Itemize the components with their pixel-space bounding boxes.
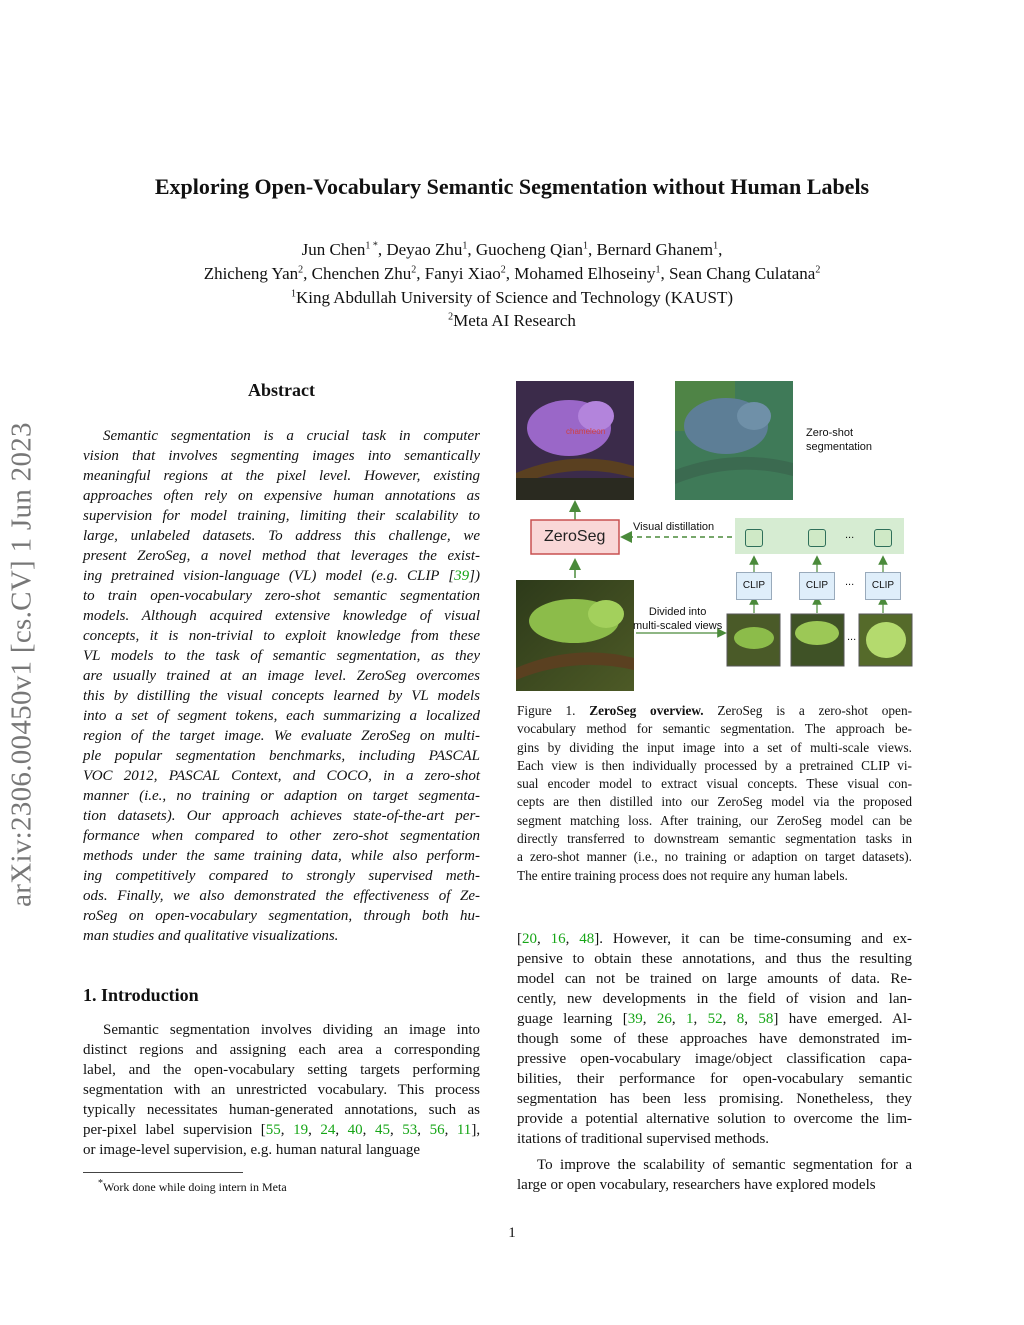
author-name: , Fanyi Xiao [416, 264, 501, 283]
citation-link[interactable]: 11 [456, 1122, 472, 1138]
footnote: *Work done while doing intern in Meta [98, 1178, 287, 1194]
text-line: sual encoder model to extract visual concepts. These visual con- [517, 776, 912, 792]
text-line: per-pixel label supervision [55, 19, 24, 40, 45, 53, 56, 11], [83, 1122, 481, 1138]
citation-link[interactable]: 48 [579, 931, 595, 947]
right-column-body [517, 929, 912, 1195]
text-line: pressive open-vocabulary image/object classification capa- [517, 1051, 912, 1067]
citation-link[interactable]: 19 [293, 1122, 309, 1138]
citation-link[interactable]: 56 [429, 1122, 445, 1138]
affiliation-mark: 1 [583, 240, 589, 252]
text-line: gins by dividing the input image into a set of multi-scale views. [517, 739, 912, 755]
affiliation-mark: 1 * [365, 240, 378, 252]
figure-1 [514, 378, 914, 694]
citation-link[interactable]: 20 [522, 931, 537, 947]
affiliation-1: $^1$King Abdullah University of Science and Technology (KAUST) [290, 288, 734, 307]
view-ellipsis: ... [847, 631, 857, 643]
text-line: ing competitively compared to strongly supervised meth- [83, 868, 480, 884]
text-line: though some of these approaches have demonstrated im- [517, 1031, 912, 1047]
text-line: roSeg on open-vocabulary segmentation, through both hu- [83, 908, 480, 924]
text-line: approaches often rely on expensive human annotations as [83, 488, 480, 504]
text-line: man studies and qualitative visualizations. [83, 928, 339, 944]
citation-link[interactable]: 52 [707, 1011, 723, 1027]
citation-link[interactable]: 39 [454, 568, 470, 584]
author-name: , Sean Chang Culatana [660, 264, 816, 283]
text-line: directly transferred to downstream semantic segmentation tasks in [517, 831, 912, 847]
citation-link[interactable]: 55 [265, 1122, 281, 1138]
author-line-2 [0, 264, 1024, 284]
text-line: segmentation has been less promising. Nonetheless, they [517, 1091, 912, 1107]
text-line: or image-level supervision, e.g. human natural language [83, 1142, 420, 1158]
paper-title: Exploring Open-Vocabulary Semantic Segmentation without Human Labels [154, 174, 870, 199]
text-line: region of the target image. We evaluate ZeroSeg on multi- [83, 728, 480, 744]
citation-link[interactable]: 8 [736, 1011, 745, 1027]
author-name: , Guocheng Qian [467, 240, 584, 259]
citation-link[interactable]: 40 [347, 1122, 363, 1138]
text-line: formance when compared to other zero-shot segmentation [83, 828, 480, 844]
text-line: supervision for model training, limiting their scalability to [83, 508, 480, 524]
text-line: pensive to obtain these annotations, and thus the resulting [517, 951, 912, 967]
affiliation-mark: 1 [655, 264, 661, 276]
affiliation-2: $^2$Meta AI Research [448, 311, 576, 330]
text-line: are usually trained at an image level. ZeroSeg overcomes [83, 668, 480, 684]
affiliation-mark: 2 [298, 264, 304, 276]
affiliation-mark: 1 [713, 240, 719, 252]
divided-label: Divided into multi-scaled views [633, 606, 723, 632]
citation-link[interactable]: 58 [758, 1011, 774, 1027]
text-line: VOC 2012, PASCAL Context, and COCO, in a zero-shot [83, 768, 480, 784]
visual-distillation-label: Visual distillation [633, 521, 715, 533]
text-line: manner (i.e., no training or adaption on target segmenta- [83, 788, 480, 804]
clip-ellipsis: ... [845, 576, 855, 588]
author-name: Zhicheng Yan [203, 264, 299, 283]
affiliation-mark: 1 [462, 240, 468, 252]
clip-encoder-3: CLIP [865, 572, 901, 600]
section-heading-introduction: 1. Introduction [83, 985, 199, 1005]
citation-link[interactable]: 53 [402, 1122, 418, 1138]
text-line: The entire training process does not require any human labels. [517, 867, 848, 883]
zero-shot-image [675, 381, 793, 500]
author-line-1 [0, 240, 1024, 260]
author-name: Jun Chen [301, 240, 366, 259]
citation-link[interactable]: 24 [320, 1122, 336, 1138]
citation-link[interactable]: 45 [374, 1122, 390, 1138]
author-name: , Bernard Ghanem [588, 240, 714, 259]
citation-link[interactable]: 1 [685, 1011, 694, 1027]
affiliation-mark: 2 [815, 264, 821, 276]
citation-link[interactable]: 39 [627, 1011, 643, 1027]
affiliation-mark: 2 [500, 264, 506, 276]
chameleon-label: chameleon [566, 427, 606, 436]
text-line: ple popular segmentation benchmarks, including PASCAL [83, 748, 480, 764]
abstract-body [83, 426, 480, 946]
text-line: into a set of segment tokens, each summarizing a localized [83, 708, 480, 724]
zero-shot-label: Zero-shot segmentation [806, 427, 873, 453]
text-line: segment matching loss. After training, our ZeroSeg model can be [517, 812, 912, 828]
text-line: distinct regions and assigning each area a corresponding [83, 1042, 480, 1058]
zeroseg-label: ZeroSeg [544, 528, 606, 545]
text-line: large, unlabeled datasets. To address this challenge, we [83, 528, 480, 544]
text-line: provide a potential alternative solution to overcome the lim- [517, 1111, 912, 1127]
text-line: Semantic segmentation involves dividing an image into [103, 1022, 480, 1038]
segment-token-3 [874, 529, 892, 547]
abstract-heading: Abstract [248, 380, 315, 400]
author-name: , [718, 240, 723, 259]
text-line: bilities, their performance for open-vocabulary semantic [517, 1071, 912, 1087]
text-line: large or open vocabulary, researchers have explored models [517, 1177, 876, 1193]
text-line: guage learning [39, 26, 1, 52, 8, 58] have emerged. Al- [517, 1011, 913, 1027]
text-line: this by distilling the visual concepts learned by VL models [83, 688, 480, 704]
clip-encoder-1: CLIP [736, 572, 772, 600]
text-line: methods under the same training data, while also perform- [83, 848, 480, 864]
citation-link[interactable]: 26 [656, 1011, 672, 1027]
text-line: to train open-vocabulary zero-shot semantic segmentation [83, 588, 480, 604]
text-line: a zero-shot manner (i.e., no training or adaption on target datasets). [517, 849, 912, 865]
author-name: , Mohamed Elhoseiny [505, 264, 656, 283]
text-line: cently, new developments in the field of vision and lan- [517, 991, 912, 1007]
author-name: , Chenchen Zhu [303, 264, 412, 283]
text-line: cepts are then distilled into our ZeroSeg model via the proposed [517, 794, 912, 810]
text-line: typically necessitates human-generated annotations, such as [83, 1102, 480, 1118]
page-number: 1 [508, 1225, 516, 1241]
text-line: Each view is then individually processed by a pretrained CLIP vi- [517, 757, 912, 773]
text-line: segmentation with an unrestricted vocabulary. This process [83, 1082, 480, 1098]
text-line: label, and the open-vocabulary setting targets performing [83, 1062, 480, 1078]
text-line: [20, 16, 48]. However, it can be time-consuming and ex- [517, 931, 912, 947]
text-line: ods. Finally, we also demonstrated the effectiveness of Ze- [83, 888, 480, 904]
text-line: itations of traditional supervised methods. [517, 1131, 770, 1147]
segmented-image [516, 381, 634, 500]
author-name: , Deyao Zhu [377, 240, 463, 259]
text-line: vision that involves segmenting images into semantically [83, 448, 480, 464]
text-line: To improve the scalability of semantic segmentation for a [537, 1157, 912, 1173]
text-line: present ZeroSeg, a novel method that leverages the exist- [83, 548, 480, 564]
input-image [516, 580, 634, 691]
arxiv-stamp: arXiv:2306.00450v1 [cs.CV] 1 Jun 2023 [5, 422, 38, 907]
text-line: VL models to the task of semantic segmentation, as they [83, 648, 480, 664]
segment-token-1 [745, 529, 763, 547]
footnote-rule [83, 1172, 243, 1173]
text-line: model can not be trained on large amounts of data. Re- [517, 971, 912, 987]
affiliation-mark: 2 [411, 264, 417, 276]
citation-link[interactable]: 16 [550, 931, 566, 947]
text-line: vocabulary method for semantic segmentation. The approach be- [517, 721, 912, 737]
text-line: meaningful regions at the pixel level. However, existing [83, 468, 480, 484]
segment-token-2 [808, 529, 826, 547]
text-line: concepts, it is non-trivial to exploit knowledge from these [83, 628, 480, 644]
figure-1-caption: Figure 1. ZeroSeg overview. ZeroSeg is a zero-shot open- vocabulary method for semantic segmentation. The approach be- gins by dividing the input image into a set of multi-scale views. Each view is then individually processed by a pretrained CLIP vi- sual encoder model to extract visual concepts. These visual con- cepts are then distilled into our ZeroSeg model via the proposed segment matching loss. After training, our ZeroSeg model can be directly transferred to downstream semantic segmentation tasks in a zero-shot manner (i.e., no training or adaption on target datasets). The entire training process does not require any human labels. [517, 702, 912, 885]
text-line: tion datasets). Our approach achieves state-of-the-art per- [83, 808, 480, 824]
token-ellipsis: ... [845, 529, 855, 541]
introduction-body [83, 1020, 480, 1160]
text-line: ing pretrained vision-language (VL) model (e.g. CLIP [39]) [83, 568, 480, 584]
clip-encoder-2: CLIP [799, 572, 835, 600]
text-line: models. Although acquired extensive knowledge of visual [83, 608, 480, 624]
text-line: Semantic segmentation is a crucial task in computer [103, 428, 480, 444]
